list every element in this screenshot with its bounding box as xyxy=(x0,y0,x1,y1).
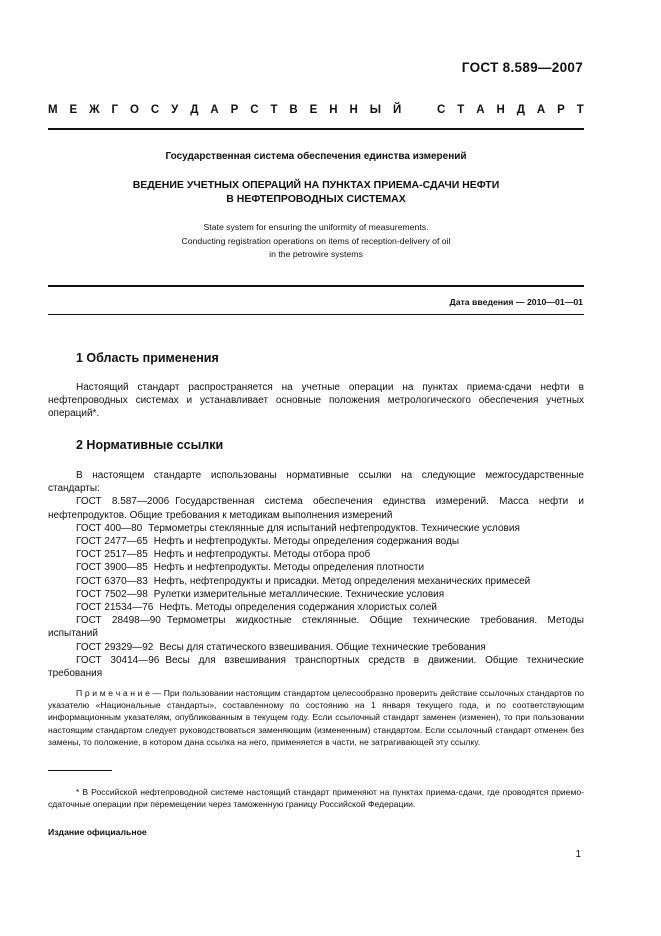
footnote-separator xyxy=(48,770,112,771)
reference-code: ГОСТ 2477—65 xyxy=(76,536,148,548)
header-rule-top xyxy=(48,128,584,130)
reference-item xyxy=(48,522,584,535)
reference-code: ГОСТ 6370—83 xyxy=(76,575,148,587)
banner-letter: А xyxy=(210,104,219,116)
page-number: 1 xyxy=(575,849,581,860)
reference-item xyxy=(48,575,584,588)
reference-title: Нефть и нефтепродукты. Методы определения содержания воды xyxy=(153,536,460,548)
reference-title: Нефть и нефтепродукты. Методы отбора проб xyxy=(153,549,371,561)
reference-title: Государственная система обеспечения единства измерений. Масса нефти и нефтепродуктов. Общие требования к методикам выполнения измерений xyxy=(48,496,584,521)
normative-references xyxy=(48,469,584,680)
banner-letter: Д xyxy=(190,104,199,116)
reference-title: Нефть. Методы определения содержания хлористых солей xyxy=(159,602,438,614)
document-code: ГОСТ 8.589—2007 xyxy=(461,60,583,75)
english-title-line: State system for ensuring the uniformity of measurements. xyxy=(203,222,429,232)
banner-letter: Г xyxy=(111,104,119,116)
english-title-line: Conducting registration operations on items of reception-delivery of oil xyxy=(181,235,451,246)
reference-item xyxy=(48,548,584,561)
banner-letter: С xyxy=(250,104,259,116)
reference-title: Термометры жидкостные стеклянные. Общие технические требования. Методы испытаний xyxy=(48,615,584,640)
reference-item xyxy=(48,561,584,574)
reference-code: ГОСТ 3900—85 xyxy=(76,562,148,574)
banner-letter: У xyxy=(171,104,179,116)
reference-code: ГОСТ 2517—85 xyxy=(76,549,148,561)
reference-title: Нефть, нефтепродукты и присадки. Метод определения механических примесей xyxy=(153,575,531,587)
document-title-line: В НЕФТЕПРОВОДНЫХ СИСТЕМАХ xyxy=(226,193,406,205)
english-title-line: in the petrowire systems xyxy=(269,249,363,259)
banner-letter: Ы xyxy=(369,104,382,116)
reference-code: ГОСТ 7502—98 xyxy=(76,588,148,600)
banner-letter: Т xyxy=(270,104,278,116)
reference-title: Весы для взвешивания транспортных средств в движении. Общие технические требования xyxy=(48,654,584,680)
banner-letter: Р xyxy=(557,104,565,116)
banner-letter: Ж xyxy=(89,104,100,116)
section-1-heading: 1 Область применения xyxy=(76,351,219,365)
reference-title: Рулетки измерительные металлические. Технические условия xyxy=(153,588,445,600)
banner-letter: А xyxy=(536,104,546,116)
reference-code: ГОСТ 400—80 xyxy=(76,522,143,534)
reference-item xyxy=(48,614,584,640)
reference-code: ГОСТ 21534—76 xyxy=(76,602,154,614)
introduction-date: Дата введения — 2010—01—01 xyxy=(449,297,583,307)
banner-letter: Е xyxy=(309,104,318,116)
standard-type-banner xyxy=(48,104,584,116)
reference-code: ГОСТ 8.587—2006 xyxy=(76,496,170,508)
references-note xyxy=(48,687,584,748)
footnote: * В Российской нефтепроводной системе настоящий стандарт применяют на пунктах приема-сдачи, где проводятся приемо-сдаточные операции при перемещении через таможенную границу Российской Федерации. xyxy=(48,787,584,810)
english-title xyxy=(48,221,584,262)
banner-letter: Р xyxy=(230,104,239,116)
banner-letter: Е xyxy=(69,104,78,116)
note-text: — При пользовании настоящим стандартом целесообразно проверить действие ссылочных стандартов по указателю «Национальные стандарты», составленному по состоянию на 1 января текущего года, и по соответствующим информационным указателям, опубликованным в текущем году. Если ссылочный стандарт заменен (изменен), то при пользовании настоящим стандартом следует руководствоваться заменяющим (измененным) стандартом. Если ссылочный стандарт отменен без замены, то положение, в котором дана ссылка на него, применяется в части, не затрагивающей эту ссылку. xyxy=(48,688,584,747)
references-intro: В настоящем стандарте использованы нормативные ссылки на следующие межгосударственные стандарты: xyxy=(48,470,584,495)
header-rule-bottom xyxy=(48,285,584,287)
banner-letter: С xyxy=(150,104,160,116)
banner-letter: Т xyxy=(457,104,465,116)
banner-letter: М xyxy=(48,104,58,116)
reference-item xyxy=(48,654,584,680)
banner-letter: В xyxy=(289,104,298,116)
banner-letter: А xyxy=(476,104,485,116)
document-title xyxy=(48,178,584,206)
banner-letter: Й xyxy=(392,104,402,116)
reference-title: Термометры стеклянные для испытаний нефтепродуктов. Технические условия xyxy=(148,522,520,534)
reference-code: ГОСТ 30414—96 xyxy=(76,654,160,666)
reference-item xyxy=(48,495,584,521)
reference-code: ГОСТ 29329—92 xyxy=(76,641,154,653)
note-label: П р и м е ч а н и е xyxy=(76,688,150,698)
banner-letter: Н xyxy=(496,104,505,116)
banner-letter: Д xyxy=(516,104,525,116)
edition-label: Издание официальное xyxy=(48,827,147,837)
reference-code: ГОСТ 28498—90 xyxy=(76,615,161,627)
reference-title: Нефть и нефтепродукты. Методы определения плотности xyxy=(153,562,425,574)
section-1-body xyxy=(48,381,584,421)
system-title: Государственная система обеспечения единства измерений xyxy=(165,151,467,162)
banner-letter: С xyxy=(437,104,446,116)
document-title-line: ВЕДЕНИЕ УЧЕТНЫХ ОПЕРАЦИЙ НА ПУНКТАХ ПРИЕМА-СДАЧИ НЕФТИ xyxy=(132,179,500,191)
section-2-heading: 2 Нормативные ссылки xyxy=(76,438,224,452)
reference-item xyxy=(48,601,584,614)
reference-item xyxy=(48,588,584,601)
reference-item xyxy=(48,535,584,548)
banner-letter: Т xyxy=(576,104,584,116)
banner-letter: Н xyxy=(329,104,338,116)
reference-title: Весы для статического взвешивания. Общие технические требования xyxy=(159,641,486,653)
reference-item xyxy=(48,641,584,654)
date-rule xyxy=(48,314,584,315)
section-1-paragraph: Настоящий стандарт распространяется на учетные операции на пунктах приема-сдачи нефти в нефтепроводных системах и устанавливает основные положения метрологического обеспечения учетных операций*. xyxy=(48,382,584,420)
banner-letter: О xyxy=(129,104,139,116)
banner-letter: Н xyxy=(349,104,358,116)
